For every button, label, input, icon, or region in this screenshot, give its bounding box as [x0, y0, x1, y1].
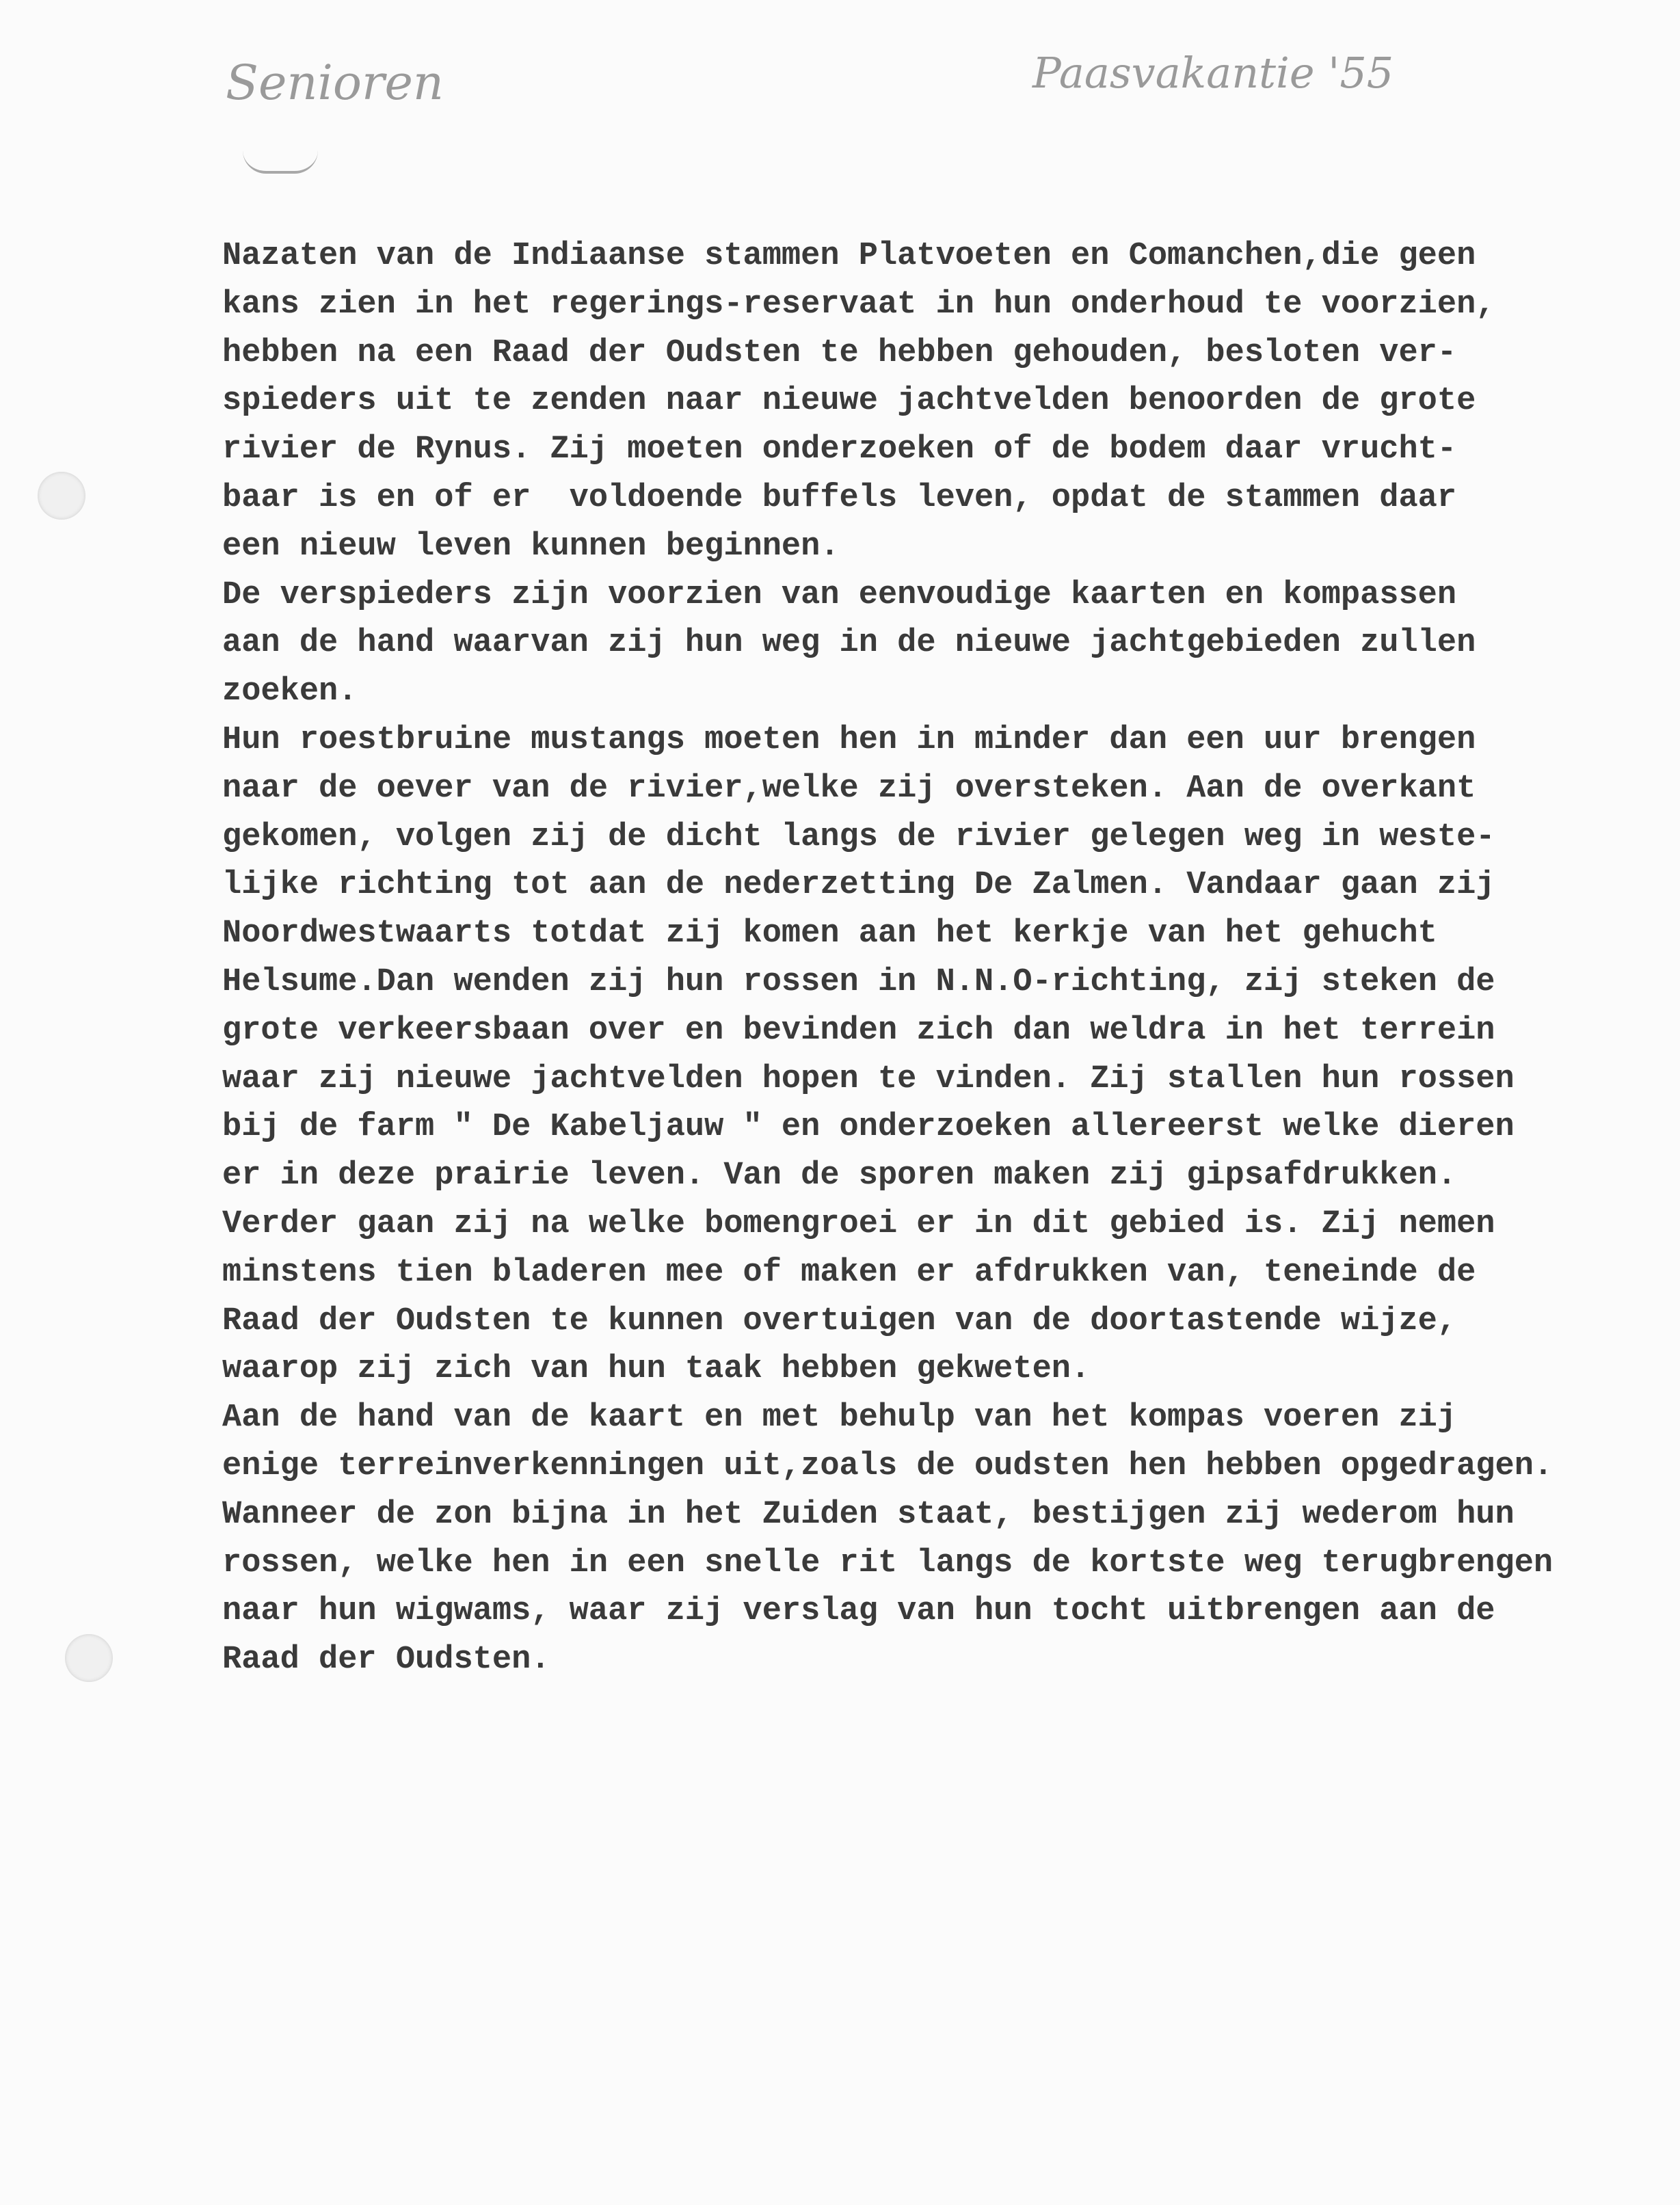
- text-line: lijke richting tot aan de nederzetting De Zalmen. Vandaar gaan zij: [222, 867, 1495, 904]
- handwritten-note-left: Senioren: [226, 55, 444, 111]
- text-line: Helsume.Dan wenden zij hun rossen in N.N.O-richting, zij steken de: [222, 963, 1495, 1000]
- text-line: rossen, welke hen in een snelle rit langs de kortste weg terugbrengen: [222, 1545, 1554, 1581]
- text-line: Raad der Oudsten.: [222, 1642, 550, 1679]
- text-line: een nieuw leven kunnen beginnen.: [222, 528, 840, 565]
- text-line: aan de hand waarvan zij hun weg in de nieuwe jachtgebieden zullen: [222, 625, 1476, 662]
- text-line: Noordwestwaarts totdat zij komen aan het kerkje van het gehucht: [222, 916, 1437, 952]
- punch-hole: [38, 472, 85, 520]
- text-line: baar is en of er voldoende buffels leven, opdat de stammen daar: [222, 479, 1457, 516]
- text-line: Wanneer de zon bijna in het Zuiden staat, bestijgen zij wederom hun: [222, 1496, 1515, 1533]
- text-line: De verspieders zijn voorzien van eenvoudige kaarten en kompassen: [222, 576, 1457, 613]
- text-line: Raad der Oudsten te kunnen overtuigen van de doortastende wijze,: [222, 1302, 1457, 1339]
- text-line: Aan de hand van de kaart en met behulp van het kompas voeren zij: [222, 1400, 1457, 1436]
- text-line: hebben na een Raad der Oudsten te hebben gehouden, besloten ver-: [222, 334, 1457, 371]
- text-line: naar de oever van de rivier,welke zij oversteken. Aan de overkant: [222, 770, 1476, 807]
- text-line: zoeken.: [222, 673, 358, 710]
- text-line: waar zij nieuwe jachtvelden hopen te vinden. Zij stallen hun rossen: [222, 1060, 1515, 1097]
- text-line: rivier de Rynus. Zij moeten onderzoeken of de bodem daar vrucht-: [222, 431, 1457, 468]
- text-line: Verder gaan zij na welke bomengroei er in dit gebied is. Zij nemen: [222, 1205, 1495, 1242]
- text-line: enige terreinverkenningen uit,zoals de oudsten hen hebben opgedragen.: [222, 1447, 1554, 1484]
- text-line: Nazaten van de Indiaanse stammen Platvoeten en Comanchen,die geen: [222, 238, 1476, 274]
- typewritten-text: [222, 232, 1617, 1685]
- punch-hole: [65, 1634, 113, 1682]
- text-line: minstens tien bladeren mee of maken er afdrukken van, teneinde de: [222, 1254, 1476, 1291]
- text-line: Hun roestbruine mustangs moeten hen in minder dan een uur brengen: [222, 721, 1476, 758]
- text-line: waarop zij zich van hun taak hebben gekweten.: [222, 1351, 1091, 1388]
- text-line: kans zien in het regerings-reservaat in hun onderhoud te voorzien,: [222, 286, 1495, 323]
- text-line: spieders uit te zenden naar nieuwe jachtvelden benoorden de grote: [222, 383, 1476, 420]
- text-line: grote verkeersbaan over en bevinden zich dan weldra in het terrein: [222, 1012, 1495, 1049]
- text-line: bij de farm " De Kabeljauw " en onderzoeken allereerst welke dieren: [222, 1109, 1515, 1146]
- text-line: naar hun wigwams, waar zij verslag van hun tocht uitbrengen aan de: [222, 1593, 1495, 1630]
- text-line: gekomen, volgen zij de dicht langs de rivier gelegen weg in weste-: [222, 818, 1495, 855]
- text-line: er in deze prairie leven. Van de sporen maken zij gipsafdrukken.: [222, 1158, 1457, 1194]
- handwritten-note-right: Paasvakantie '55: [1032, 48, 1394, 98]
- handwritten-underline: [243, 150, 318, 174]
